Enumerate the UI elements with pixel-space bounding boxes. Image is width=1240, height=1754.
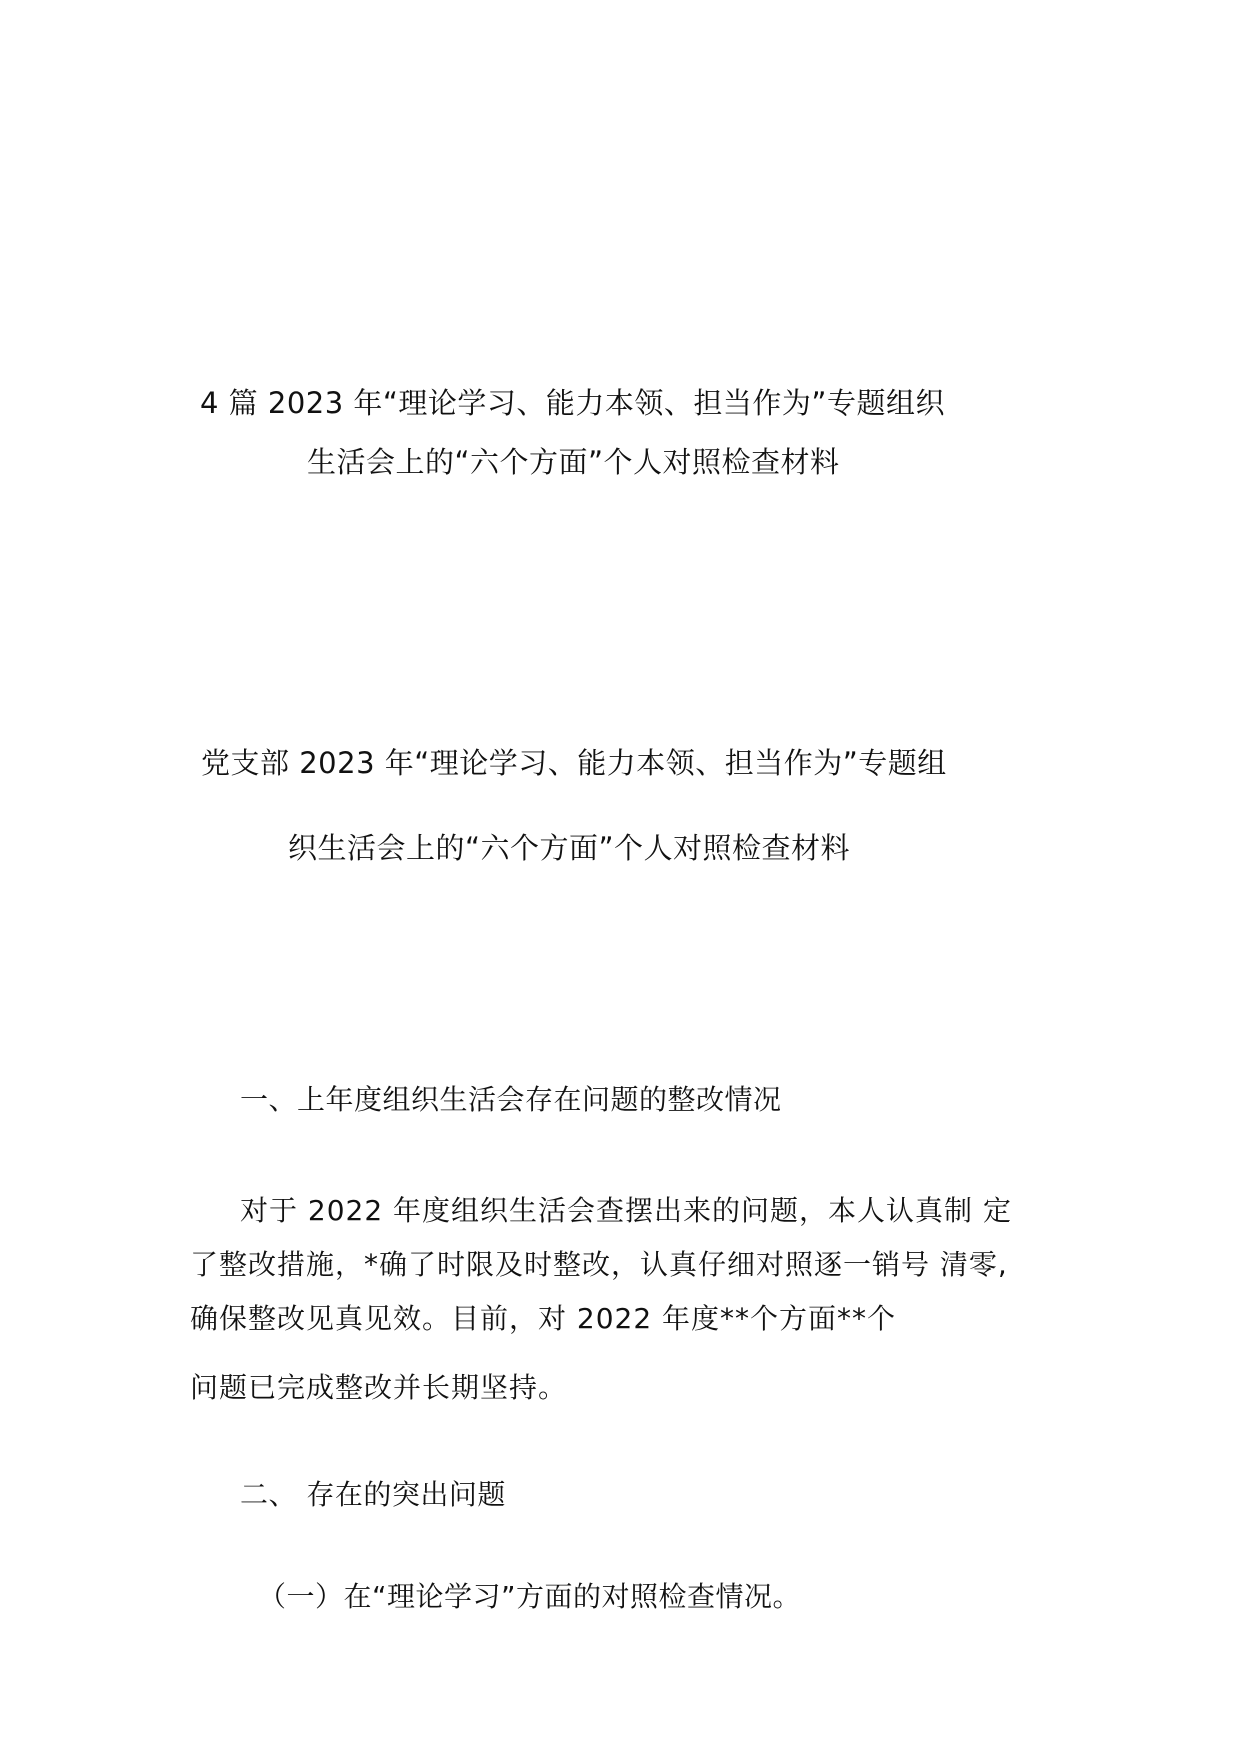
- section-1-paragraph-line-3: 确保整改见真见效。目前，对 2022 年度**个方面**个: [190, 1302, 897, 1335]
- article-title-line-2: 织生活会上的“六个方面”个人对照检查材料: [288, 831, 851, 865]
- section-2-subheading: （一）在“理论学习”方面的对照检查情况。: [258, 1580, 802, 1613]
- section-2-heading: 二、 存在的突出问题: [240, 1478, 506, 1511]
- section-1-paragraph-line-2: 了整改措施，*确了时限及时整改，认真仔细对照逐一销号 清零,: [190, 1248, 1008, 1281]
- cover-title-line-1: 4 篇 2023 年“理论学习、能力本领、担当作为”专题组织: [200, 386, 945, 420]
- section-1-paragraph-line-4: 问题已完成整改并长期坚持。: [190, 1371, 568, 1404]
- section-1-paragraph-line-1: 对于 2022 年度组织生活会查摆出来的问题，本人认真制 定: [240, 1194, 1012, 1227]
- section-1-heading: 一、上年度组织生活会存在问题的整改情况: [240, 1083, 782, 1116]
- cover-title-line-2: 生活会上的“六个方面”个人对照检查材料: [307, 445, 840, 479]
- article-title-line-1: 党支部 2023 年“理论学习、能力本领、担当作为”专题组: [201, 746, 947, 780]
